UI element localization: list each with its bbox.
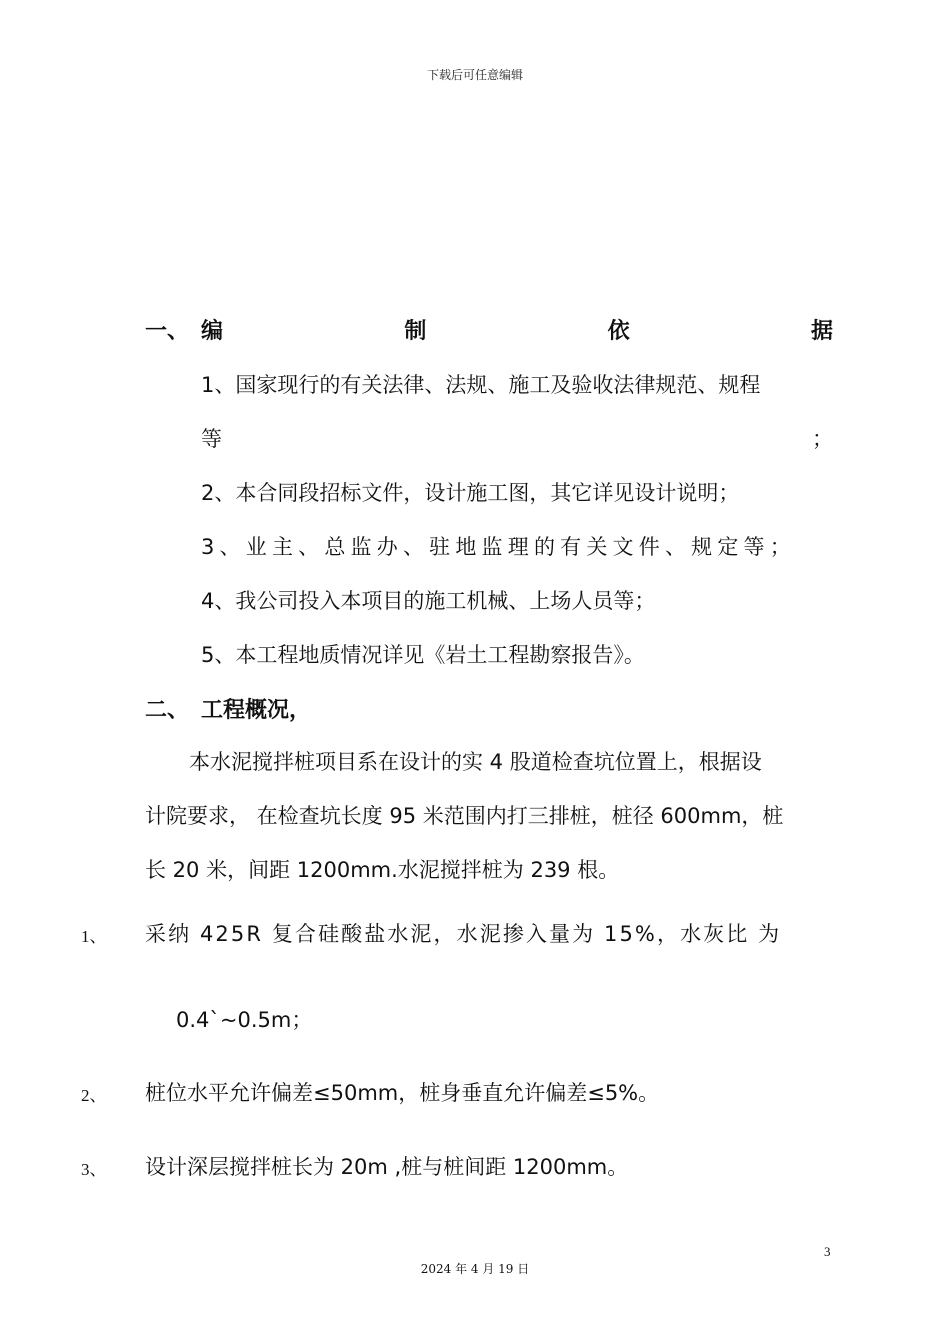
overview-line-1: 本水泥搅拌桩项目系在设计的实 4 股道检查坑位置上，根据设	[189, 750, 762, 774]
footer-date: 2024 年 4 月 19 日	[420, 1262, 530, 1276]
list-number-1: 1、	[81, 927, 107, 946]
basis-item-3: 3、业主、总监办、驻地监理的有关文件、规定等；	[201, 535, 796, 559]
section1-title	[201, 314, 833, 345]
list-item-3: 设计深层搅拌桩长为 20m ,桩与桩间距 1200mm。	[145, 1155, 629, 1179]
list-item-1: 采纳 425R 复合硅酸盐水泥，水泥掺入量为 15%，水灰比 为	[145, 922, 782, 946]
list-item-2: 桩位水平允许偏差≤50mm，桩身垂直允许偏差≤5%。	[145, 1081, 660, 1105]
list-number-3: 3、	[81, 1160, 107, 1179]
section1-marker: 一、	[145, 319, 190, 344]
title-char: 制	[404, 319, 427, 344]
section2-title: 工程概况，	[201, 698, 312, 723]
basis-item-2: 2、本合同段招标文件，设计施工图，其它详见设计说明；	[201, 481, 740, 505]
title-char: 编	[201, 319, 224, 344]
list-number-2: 2、	[81, 1086, 107, 1105]
title-char: 依	[607, 319, 630, 344]
header-note: 下载后可任意编辑	[426, 68, 523, 82]
section2-marker: 二、	[145, 698, 190, 723]
overview-line-3: 长 20 米，间距 1200mm.水泥搅拌桩为 239 根。	[145, 858, 620, 882]
list-item-1-cont: 0.4`~0.5m；	[176, 1008, 313, 1032]
basis-item-4: 4、我公司投入本项目的施工机械、上场人员等；	[201, 589, 656, 613]
title-char: 据	[810, 319, 833, 344]
basis-item-1: 1、国家现行的有关法律、法规、施工及验收法律规范、规程	[201, 373, 761, 397]
page-number: 3	[824, 1244, 831, 1259]
overview-line-2: 计院要求， 在检查坑长度 95 米范围内打三排桩，桩径 600mm，桩	[145, 804, 784, 828]
basis-item-1-cont: 等	[201, 427, 222, 451]
basis-item-5: 5、本工程地质情况详见《岩土工程勘察报告》。	[201, 643, 645, 667]
basis-item-1-end: ；	[812, 427, 833, 451]
